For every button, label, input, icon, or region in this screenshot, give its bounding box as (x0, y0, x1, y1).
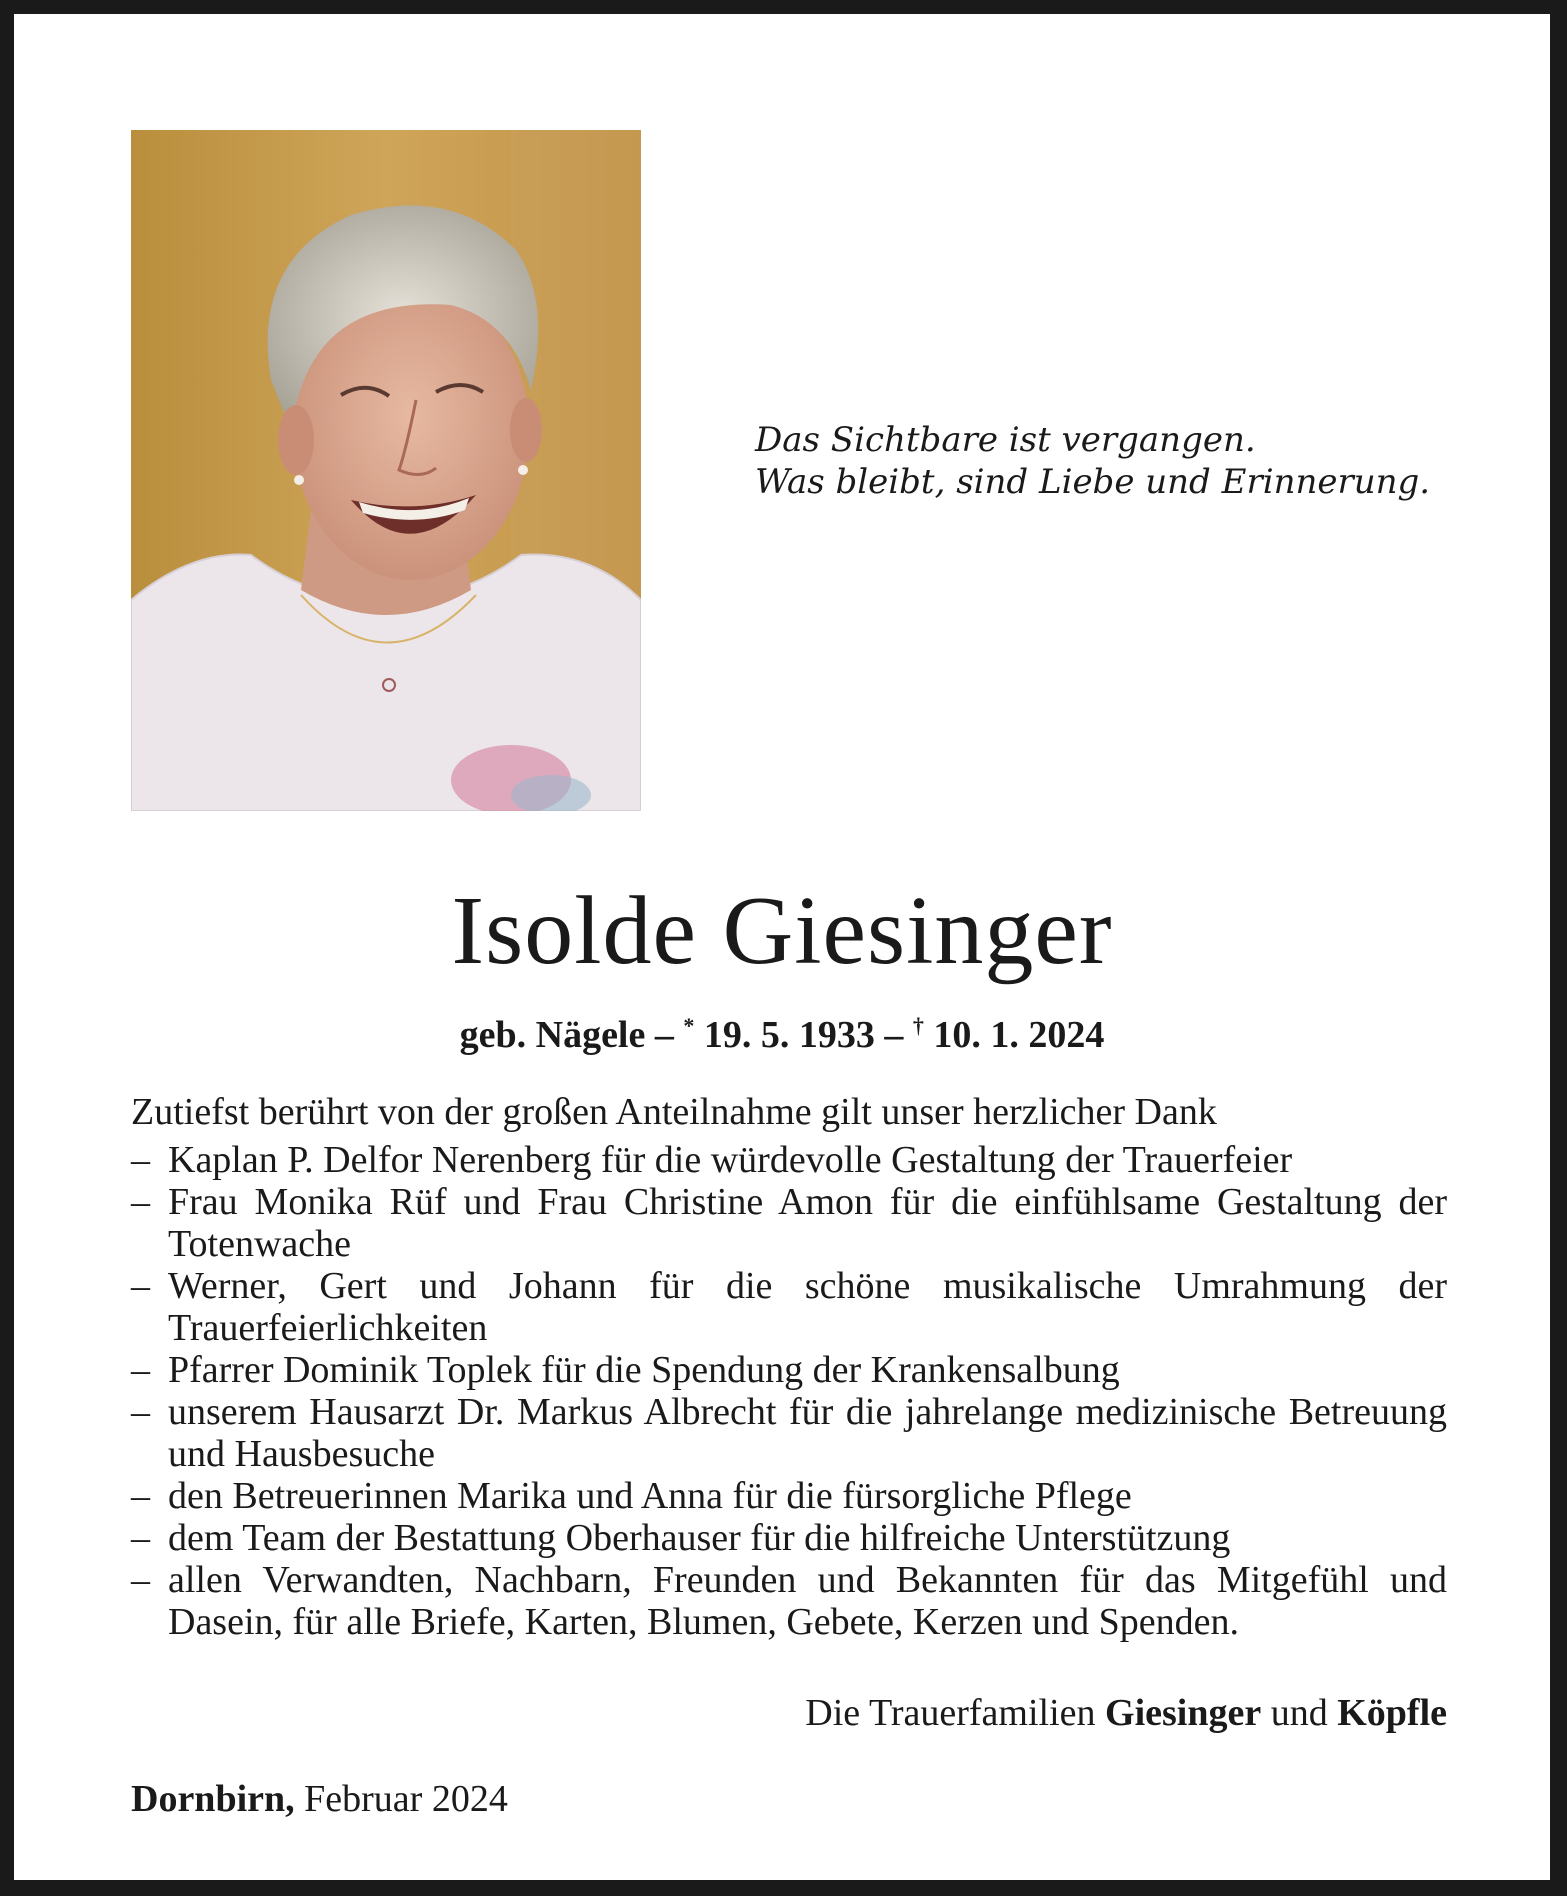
death-date: 10. 1. 2024 (923, 1014, 1105, 1056)
thanks-list (131, 1139, 1447, 1643)
death-symbol: † (912, 1013, 924, 1038)
family-name-1: Giesinger (1105, 1692, 1262, 1734)
thanks-item (131, 1265, 1447, 1349)
place-name: Dornbirn, (131, 1778, 295, 1820)
deceased-name: Isolde Giesinger (451, 877, 1113, 985)
thanks-item-text: Kaplan P. Delfor Nerenberg für die würdevolle Gestaltung der Trauerfeier (168, 1139, 1293, 1181)
memorial-quote (755, 419, 1455, 503)
place-date (131, 1776, 508, 1822)
quote-line-2: Was bleibt, sind Liebe und Erinnerung. (755, 462, 1431, 502)
date-text: Februar 2024 (294, 1778, 508, 1820)
thanks-intro: Zutiefst berührt von der großen Anteilnahme gilt unser herzlicher Dank (131, 1091, 1217, 1133)
maiden-name: geb. Nägele – (459, 1014, 674, 1056)
thanks-item-text: dem Team der Bestattung Oberhauser für die hilfreiche Unterstützung (168, 1517, 1231, 1559)
thanks-item (131, 1139, 1447, 1181)
dash-bullet: – (131, 1391, 150, 1433)
portrait-photo (131, 130, 641, 811)
thanks-item-text: den Betreuerinnen Marika und Anna für die fürsorgliche Pflege (168, 1475, 1132, 1517)
dash-bullet: – (131, 1265, 150, 1307)
thanks-item (131, 1349, 1447, 1391)
dash-bullet: – (131, 1559, 150, 1601)
thanks-item (131, 1475, 1447, 1517)
thanks-item (131, 1391, 1447, 1475)
thanks-section (131, 1091, 1447, 1643)
family-name-2: Köpfle (1337, 1692, 1447, 1734)
dash-bullet: – (131, 1517, 150, 1559)
quote-line-1: Das Sichtbare ist vergangen. (755, 420, 1256, 460)
dash-bullet: – (131, 1349, 150, 1391)
birth-symbol: * (683, 1013, 695, 1038)
thanks-item (131, 1181, 1447, 1265)
signature-joiner: und (1261, 1692, 1338, 1734)
thanks-item-text: unserem Hausarzt Dr. Markus Albrecht für die jahrelange medizinische Betreuung und Hausbesuche (168, 1391, 1447, 1475)
thanks-item-text: Pfarrer Dominik Toplek für die Spendung der Krankensalbung (168, 1349, 1120, 1391)
life-dates (14, 1002, 1550, 1059)
obituary-page (14, 14, 1550, 1880)
dash-bullet: – (131, 1475, 150, 1517)
dash-bullet: – (131, 1181, 150, 1223)
thanks-item (131, 1517, 1447, 1559)
signature-prefix: Die Trauerfamilien (805, 1692, 1106, 1734)
thanks-item-text: Werner, Gert und Johann für die schöne musikalische Umrahmung der Trauerfeierlichkeiten (168, 1265, 1447, 1349)
thanks-item (131, 1559, 1447, 1643)
thanks-item-text: allen Verwandten, Nachbarn, Freunden und Bekannten für das Mitgefühl und Dasein, für alle Briefe, Karten, Blumen, Gebete, Kerzen und Spenden. (168, 1559, 1447, 1643)
birth-date: 19. 5. 1933 – (694, 1014, 904, 1056)
thanks-item-text: Frau Monika Rüf und Frau Christine Amon für die einfühlsame Gestaltung der Totenwache (168, 1181, 1447, 1265)
family-signature (805, 1690, 1447, 1736)
dash-bullet: – (131, 1139, 150, 1181)
